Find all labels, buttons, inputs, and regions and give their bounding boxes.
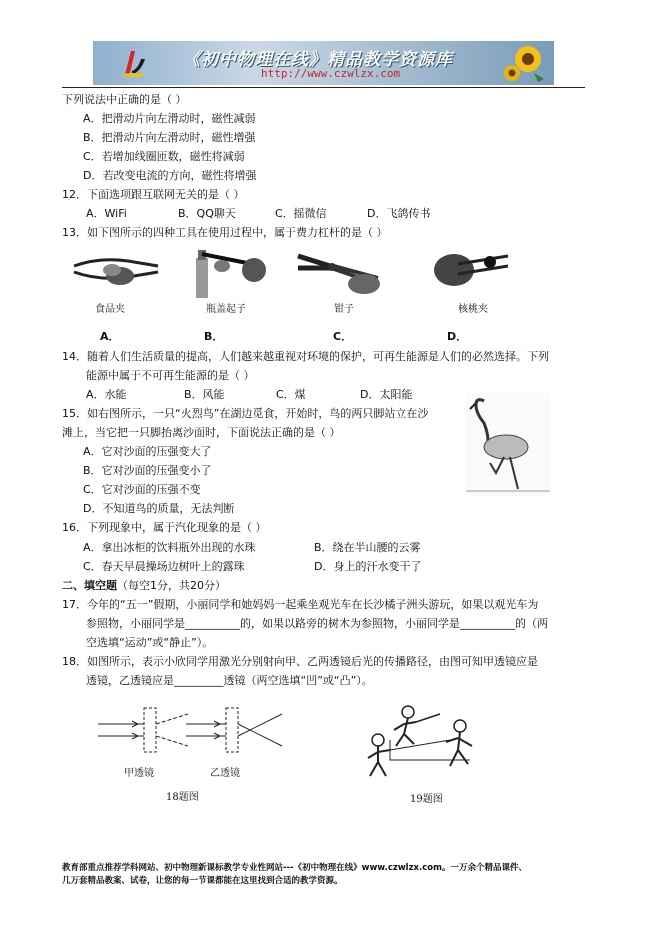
q14-stem-line-2: 能源中属于不可再生能源的是（ ）: [86, 369, 255, 382]
fig19-caption: 19题图: [410, 794, 443, 805]
q18-line-1: 18．如图所示，表示小欣同学用激光分别射向甲、乙两透镜后光的传播路径，由图可知甲透镜应是: [62, 655, 538, 668]
q17-line-2: 参照物，小丽同学是__________的，如果以路旁的树木为参照物，小丽同学是__________的（两: [86, 617, 548, 630]
lens-label-yi: 乙透镜: [210, 768, 240, 779]
lens-label-jia: 甲透镜: [124, 768, 154, 779]
q14-option-b: B．风能: [184, 388, 225, 401]
q15-option-b: B．它对沙面的压强变小了: [83, 464, 212, 477]
q13-tool-label-3: 钳子: [334, 304, 354, 315]
flamingo-image: [466, 393, 550, 497]
q15-option-d: D．不知道鸟的质量，无法判断: [83, 502, 235, 515]
q13-tool-label-4: 核桃夹: [458, 304, 488, 315]
footer-line-1: 教育部重点推荐学科网站、初中物理新课标教学专业性网站---《初中物理在线》www.czwlzx.com。一万余个精品课件、: [62, 863, 527, 873]
q12-option-d: D．飞鸽传书: [367, 207, 431, 220]
q13-option-d: D．: [447, 330, 468, 343]
fig18-lens-diagram: [98, 702, 288, 762]
q-prev-option-c: C．若增加线圈匝数，磁性将减弱: [83, 150, 245, 163]
sunflower-icon: [504, 43, 550, 83]
q16-option-c: C．春天早晨操场边树叶上的露珠: [83, 560, 245, 573]
q-prev-option-b: B．把滑动片向左滑动时，磁性增强: [83, 131, 256, 144]
q13-stem: 13．如下图所示的四种工具在使用过程中，属于费力杠杆的是（ ）: [62, 226, 388, 239]
section-2-heading: [62, 579, 226, 593]
section-2-note: （每空1分，共20分）: [117, 579, 226, 592]
q14-option-c: C．煤: [276, 388, 306, 401]
q17-line-3: 空选填“运动”或“静止”）。: [86, 636, 214, 649]
q14-option-d: D．太阳能: [360, 388, 413, 401]
q12-option-a: A．WiFi: [86, 207, 127, 220]
q16-option-d: D．身上的汗水变干了: [314, 560, 422, 573]
q13-option-c: C．: [333, 330, 353, 343]
q-prev-option-a: A．把滑动片向左滑动时，磁性减弱: [83, 112, 256, 125]
q16-option-a: A．拿出冰柜的饮料瓶外出现的水珠: [83, 541, 256, 554]
fig19-children-image: [360, 700, 490, 780]
fig18-caption: 18题图: [166, 792, 199, 803]
q16-stem: 16．下列现象中，属于汽化现象的是（ ）: [62, 521, 267, 534]
q13-tool-label-2: 瓶盖起子: [206, 304, 246, 315]
pliers-image: [294, 244, 384, 298]
banner-title: 《初中物理在线》精品教学资源库: [183, 50, 453, 70]
q17-line-1: 17．今年的“五一”假期，小丽同学和她妈妈一起乘坐观光车在长沙橘子洲头游玩，如果以观光车为: [62, 598, 539, 611]
q18-line-2: 透镜，乙透镜应是_________透镜（两空选填“凹”或“凸”）。: [86, 674, 373, 687]
q12-option-b: B．QQ聊天: [178, 207, 236, 220]
q-prev-option-d: D．若改变电流的方向，磁性将增强: [83, 169, 257, 182]
site-logo-icon: [121, 49, 147, 77]
footer-line-2: 几万套精品教案、试卷，让您的每一节课都能在这里找到合适的教学资源。: [62, 876, 343, 886]
page-footer: [62, 862, 602, 888]
q12-stem: 12．下面选项跟互联网无关的是（ ）: [62, 188, 245, 201]
q13-option-a: A．: [100, 330, 120, 343]
header-rule: [62, 87, 585, 88]
lens-yi: [186, 708, 282, 752]
q-prev-stem: 下列说法中正确的是（ ）: [62, 93, 187, 106]
section-2-title: 二、填空题: [62, 579, 117, 592]
bottle-opener-image: [188, 244, 272, 298]
banner-url: http://www.czwlzx.com: [261, 67, 401, 80]
q16-option-b: B．绕在半山腰的云雾: [314, 541, 421, 554]
q15-stem-line-2: 滩上，当它把一只脚抬离沙面时，下面说法正确的是（ ）: [62, 426, 341, 439]
q13-option-b: B．: [204, 330, 224, 343]
q15-stem-line-1: 15．如右图所示，一只“火烈鸟”在湖边觅食，开始时，鸟的两只脚站立在沙: [62, 407, 429, 420]
header-banner: [93, 41, 554, 85]
food-tongs-image: [72, 246, 162, 296]
lens-jia: [98, 708, 188, 752]
q14-option-a: A．水能: [86, 388, 127, 401]
q14-stem-line-1: 14．随着人们生活质量的提高，人们越来越重视对环境的保护，可再生能源是人们的必然选择。下列: [62, 350, 549, 363]
q12-option-c: C．摇微信: [275, 207, 327, 220]
nutcracker-image: [430, 244, 514, 298]
q15-option-a: A．它对沙面的压强变大了: [83, 445, 212, 458]
q13-tool-label-1: 食品夹: [95, 304, 125, 315]
q15-option-c: C．它对沙面的压强不变: [83, 483, 201, 496]
